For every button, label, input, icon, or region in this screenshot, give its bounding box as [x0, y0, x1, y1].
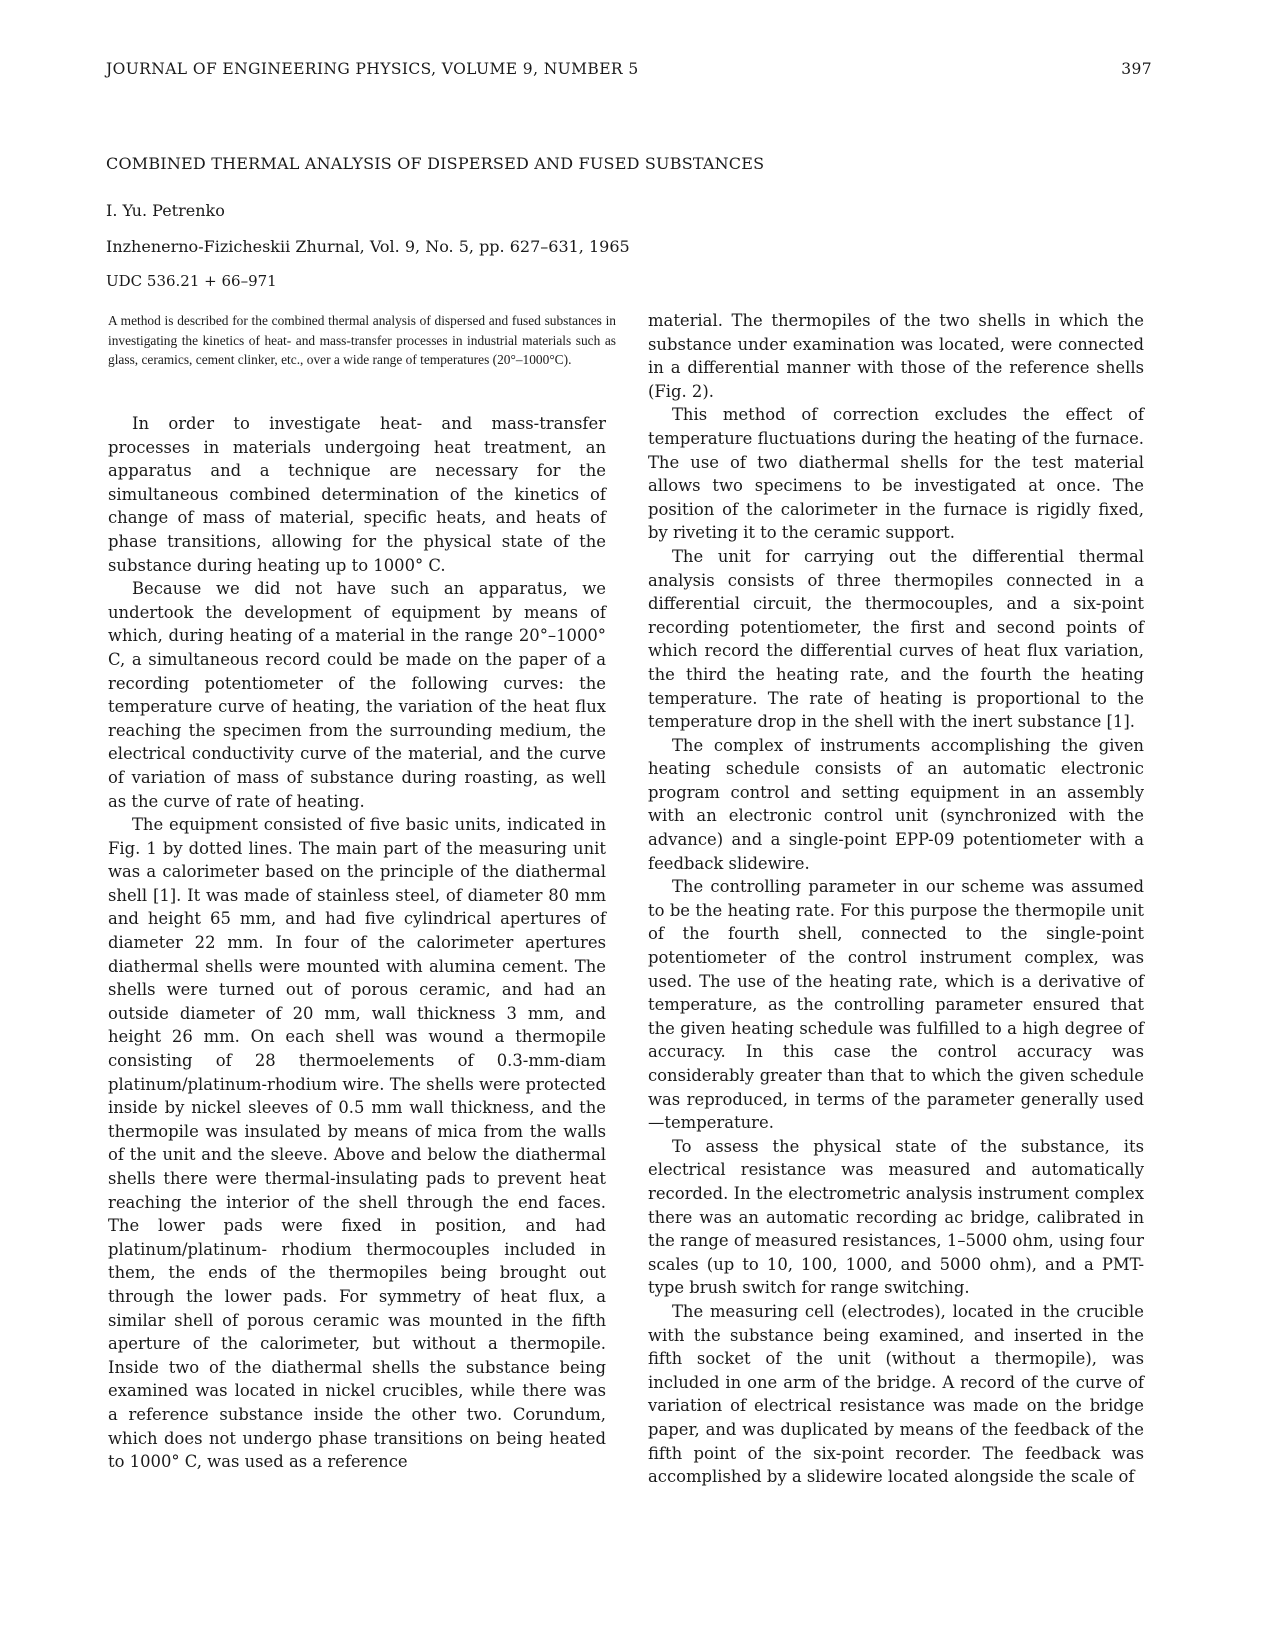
paragraph: The measuring cell (electrodes), located in the crucible with the substance being examined, and inserted in the fifth socket of the unit (without a thermopile), was included in one arm of the bridge. A record of the curve of variation of electrical resistance was made on the bridge paper, and was duplicated by means of the feedback of the fifth point of the six-point recorder. The feedback was accomplished by a slidewire located alongside the scale of [648, 1301, 1144, 1487]
udc-code: UDC 536.21 + 66–971 [106, 272, 277, 290]
body-column-left [108, 412, 606, 1474]
paragraph: Because we did not have such an apparatus, we undertook the development of equipment by means of which, during heating of a material in the range 20°–1000° C, a simultaneous record could be made on the paper of a recording potentiometer of the following curves: the temperature curve of heating, the variation of the heat flux reaching the specimen from the surrounding medium, the electrical conductivity curve of the material, and the curve of variation of mass of substance during roasting, as well as the curve of rate of heating. [108, 579, 606, 811]
paragraph: The unit for carrying out the differential thermal analysis consists of three thermopiles connected in a differential circuit, the thermocouples, and a six-point recording potentiometer, the first and second points of which record the differential curves of heat flux variation, the third the heating rate, and the fourth the heating temperature. The rate of heating is proportional to the temperature drop in the shell with the inert substance [1]. [648, 546, 1144, 732]
paragraph: To assess the physical state of the substance, its electrical resistance was measured and automatically recorded. In the electrometric analysis instrument complex there was an automatic recording ac bridge, calibrated in the range of measured resistances, 1–5000 ohm, using four scales (up to 10, 100, 1000, and 5000 ohm), and a PMT-type brush switch for range switching. [648, 1136, 1144, 1298]
running-head [106, 60, 1152, 78]
paragraph: In order to investigate heat- and mass-transfer processes in materials undergoing heat treatment, an apparatus and a technique are necessary for the simultaneous combined determination of the kinetics of change of mass of material, specific heats, and heats of phase transitions, allowing for the physical state of the substance during heating up to 1000° C. [108, 414, 606, 575]
paragraph-continuation: material. The thermopiles of the two shells in which the substance under examination was located, were connected in a differential manner with those of the reference shells (Fig. 2). [648, 311, 1144, 401]
page-number: 397 [1121, 60, 1152, 78]
paragraph: The controlling parameter in our scheme was assumed to be the heating rate. For this purpose the thermopile unit of the fourth shell, connected to the single-point potentiometer of the control instrument complex, was used. The use of the heating rate, which is a derivative of temperature, as the controlling parameter ensured that the given heating schedule was fulfilled to a high degree of accuracy. In this case the control accuracy was considerably greater than that to which the given schedule was reproduced, in terms of the parameter generally used—temperature. [648, 877, 1144, 1133]
journal-name: JOURNAL OF ENGINEERING PHYSICS, VOLUME 9, NUMBER 5 [106, 60, 639, 78]
author-name: I. Yu. Petrenko [106, 201, 225, 220]
paragraph: This method of correction excludes the effect of temperature fluctuations during the heating of the furnace. The use of two diathermal shells for the test material allows two specimens to be investigated at once. The position of the calorimeter in the furnace is rigidly fixed, by riveting it to the ceramic support. [648, 405, 1144, 543]
paragraph: The complex of instruments accomplishing the given heating schedule consists of an automatic electronic program control and setting equipment in an assembly with an electronic control unit (synchronized with the advance) and a single-point EPP-09 potentiometer with a feedback slidewire. [648, 735, 1144, 873]
abstract: A method is described for the combined thermal analysis of dispersed and fused substances in investigating the kinetics of heat- and mass-transfer processes in industrial materials such as glass, ceramics, cement clinker, etc., over a wide range of temperatures (20°–1000°C). [108, 313, 616, 367]
citation: Inzhenerno-Fizicheskii Zhurnal, Vol. 9, No. 5, pp. 627–631, 1965 [106, 237, 630, 256]
body-column-right [648, 309, 1144, 1489]
paragraph: The equipment consisted of five basic units, indicated in Fig. 1 by dotted lines. The main part of the measuring unit was a calorimeter based on the principle of the diathermal shell [1]. It was made of stainless steel, of diameter 80 mm and height 65 mm, and had five cylindrical apertures of diameter 22 mm. In four of the calorimeter apertures diathermal shells were mounted with alumina cement. The shells were turned out of porous ceramic, and had an outside diameter of 20 mm, wall thickness 3 mm, and height 26 mm. On each shell was wound a thermopile consisting of 28 thermoelements of 0.3-mm-diam platinum/platinum-rhodium wire. The shells were protected inside by nickel sleeves of 0.5 mm wall thickness, and the thermopile was insulated by means of mica from the walls of the unit and the sleeve. Above and below the diathermal shells there were thermal-insulating pads to prevent heat reaching the interior of the shell through the end faces. The lower pads were fixed in position, and had platinum/platinum- rhodium thermocouples included in them, the ends of the thermopiles being brought out through the lower pads. For symmetry of heat flux, a similar shell of porous ceramic was mounted in the fifth aperture of the calorimeter, but without a thermopile. Inside two of the diathermal shells the substance being examined was located in nickel crucibles, while there was a reference substance inside the other two. Corundum, which does not undergo phase transitions on being heated to 1000° C, was used as a reference [108, 815, 606, 1472]
article-title: COMBINED THERMAL ANALYSIS OF DISPERSED AND FUSED SUBSTANCES [106, 154, 765, 173]
